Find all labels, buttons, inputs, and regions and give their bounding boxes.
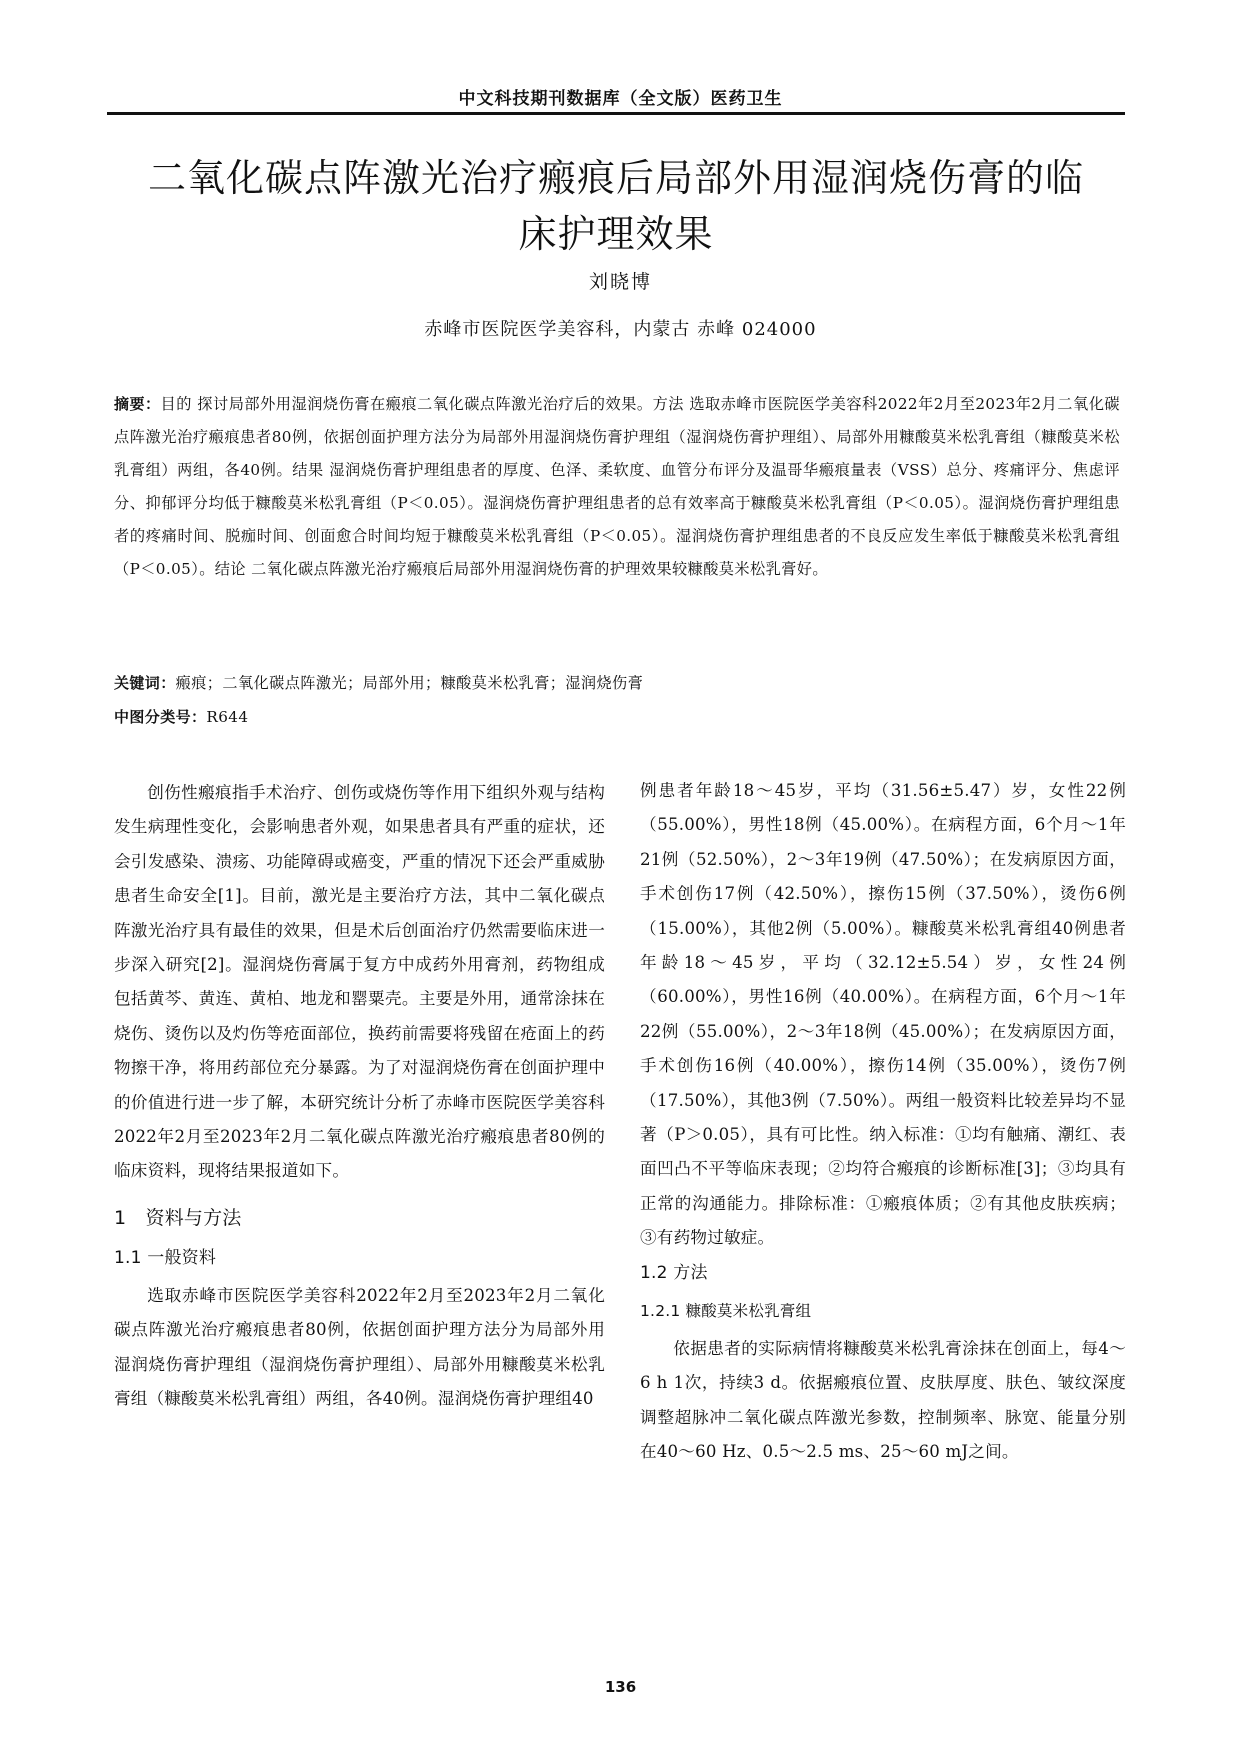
- article-title: [107, 150, 1125, 262]
- classification: [114, 706, 1120, 727]
- affiliation: 赤峰市医院医学美容科，内蒙古 赤峰 024000: [424, 319, 817, 340]
- page-number: 136: [604, 1678, 637, 1696]
- abstract-label: 摘要：: [114, 395, 161, 413]
- classification-label: 中图分类号：: [114, 708, 207, 726]
- keywords-label: 关键词：: [114, 674, 176, 692]
- section-heading-1-1: 1.1 一般资料: [114, 1247, 217, 1268]
- keywords: [114, 672, 1120, 693]
- abstract: [114, 388, 1120, 586]
- section-heading-1: 1 资料与方法: [114, 1206, 242, 1229]
- left-column: [114, 776, 605, 1417]
- running-head: 中文科技期刊数据库（全文版）医药卫生: [458, 89, 783, 109]
- general-data-continued: 例患者年龄18～45岁，平均（31.56±5.47）岁，女性22例（55.00%），男性18例（45.00%）。在病程方面，6个月～1年21例（52.50%），2～3年19例（47.50%）；在发病原因方面，手术创伤17例（42.50%），擦伤15例（37.50%），烫伤6例（15.00%），其他2例（5.00%）。糠酸莫米松乳膏组40例患者年龄18～45岁，平均（32.12±5.54）岁，女性24例（60.00%），男性16例（40.00%）。在病程方面，6个月～1年22例（55.00%），2～3年18例（45.00%）；在发病原因方面，手术创伤16例（40.00%），擦伤14例（35.00%），烫伤7例（17.50%），其他3例（7.50%）。两组一般资料比较差异均不显著（P＞0.05），具有可比性。纳入标准：①均有触痛、潮红、表面凹凸不平等临床表现；②均符合瘢痕的诊断标准[3]；③均具有正常的沟通能力。排除标准：①瘢痕体质；②有其他皮肤疾病；③有药物过敏症。: [640, 781, 1126, 1248]
- header-rule: [107, 112, 1125, 115]
- method-paragraph: 依据患者的实际病情将糠酸莫米松乳膏涂抹在创面上，每4～6 h 1次，持续3 d。依据瘢痕位置、皮肤厚度、肤色、皱纹深度调整超脉冲二氧化碳点阵激光参数，控制频率、脉宽、能量分别在40～60 Hz、0.5～2.5 ms、25～60 mJ之间。: [640, 1338, 1126, 1461]
- right-column: [640, 774, 1126, 1469]
- author: 刘晓博: [588, 271, 652, 293]
- section-heading-1-2-1: 1.2.1 糠酸莫米松乳膏组: [640, 1301, 812, 1320]
- title-line-1: 二氧化碳点阵激光治疗瘢痕后局部外用湿润烧伤膏的临: [147, 156, 1084, 200]
- title-line-2: 床护理效果: [518, 212, 714, 256]
- classification-text: R644: [206, 708, 249, 726]
- general-data-paragraph: 选取赤峰市医院医学美容科2022年2月至2023年2月二氧化碳点阵激光治疗瘢痕患者80例，依据创面护理方法分为局部外用湿润烧伤膏护理组（湿润烧伤膏护理组）、局部外用糠酸莫米松乳膏组（糠酸莫米松乳膏组）两组，各40例。湿润烧伤膏护理组40: [114, 1285, 605, 1409]
- intro-paragraph: 创伤性瘢痕指手术治疗、创伤或烧伤等作用下组织外观与结构发生病理性变化，会影响患者外观，如果患者具有严重的症状，还会引发感染、溃疡、功能障碍或癌变，严重的情况下还会严重威胁患者生命安全[1]。目前，激光是主要治疗方法，其中二氧化碳点阵激光治疗具有最佳的效果，但是术后创面治疗仍然需要临床进一步深入研究[2]。湿润烧伤膏属于复方中成药外用膏剂，药物组成包括黄芩、黄连、黄柏、地龙和罂粟壳。主要是外用，通常涂抹在烧伤、烫伤以及灼伤等疮面部位，换药前需要将残留在疮面上的药物擦干净，将用药部位充分暴露。为了对湿润烧伤膏在创面护理中的价值进行进一步了解，本研究统计分析了赤峰市医院医学美容科2022年2月至2023年2月二氧化碳点阵激光治疗瘢痕患者80例的临床资料，现将结果报道如下。: [114, 783, 605, 1181]
- section-heading-1-2: 1.2 方法: [640, 1262, 708, 1283]
- abstract-text: 目的 探讨局部外用湿润烧伤膏在瘢痕二氧化碳点阵激光治疗后的效果。方法 选取赤峰市医院医学美容科2022年2月至2023年2月二氧化碳点阵激光治疗瘢痕患者80例，依据创面护理方法分为局部外用湿润烧伤膏护理组（湿润烧伤膏护理组）、局部外用糠酸莫米松乳膏组（糠酸莫米松乳膏组）两组，各40例。结果 湿润烧伤膏护理组患者的厚度、色泽、柔软度、血管分布评分及温哥华瘢痕量表（VSS）总分、疼痛评分、焦虑评分、抑郁评分均低于糠酸莫米松乳膏组（P＜0.05）。湿润烧伤膏护理组患者的总有效率高于糠酸莫米松乳膏组（P＜0.05）。湿润烧伤膏护理组患者的疼痛时间、脱痂时间、创面愈合时间均短于糠酸莫米松乳膏组（P＜0.05）。湿润烧伤膏护理组患者的不良反应发生率低于糠酸莫米松乳膏组（P＜0.05）。结论 二氧化碳点阵激光治疗瘢痕后局部外用湿润烧伤膏的护理效果较糠酸莫米松乳膏好。: [114, 395, 1121, 578]
- keywords-text: 瘢痕；二氧化碳点阵激光；局部外用；糠酸莫米松乳膏；湿润烧伤膏: [175, 674, 644, 692]
